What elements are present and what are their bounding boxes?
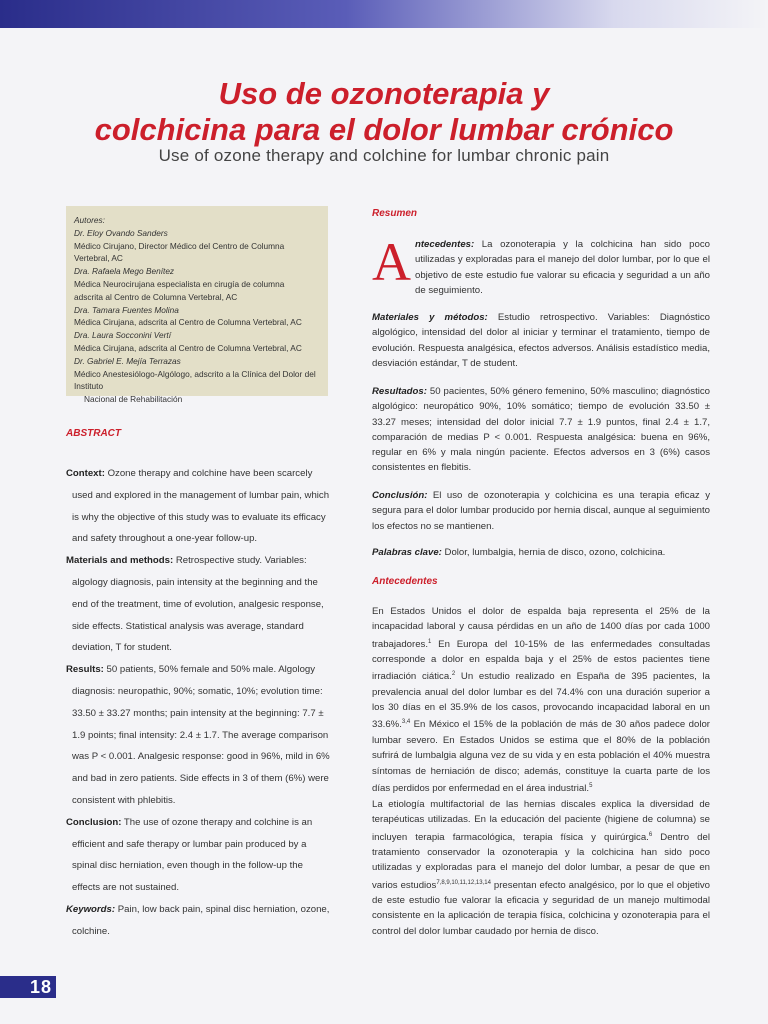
citation: 6 xyxy=(648,831,653,838)
resumen-results-label: Resultados: xyxy=(372,386,427,397)
abstract-context-text: Ozone therapy and colchine have been scarcely used and explored in the management of lumbar pain, which is why the objective of this study was to evaluate its efficacy and safety throughout a one-year follow-up. xyxy=(72,468,330,545)
resumen-antec-text: La ozonoterapia y la colchicina han sido poco utilizadas y exploradas para el manejo del dolor lumbar, por lo que el objetivo de este estudio fue valorar su eficacia y seguridad a un año de seguimiento. xyxy=(415,239,710,296)
citation: 7,8,9,10,11,12,13,14 xyxy=(436,879,491,886)
authors-box xyxy=(66,206,328,405)
text-run: En Estados Unidos el dolor de espalda baja representa el 25% de la incapacidad laboral y causa pérdidas en un año de 1400 días por cada 1000 trabajadores. xyxy=(372,606,710,650)
resumen-keywords xyxy=(372,545,710,560)
resumen-conclusion-text: El uso de ozonoterapia y colchicina es una terapia eficaz y segura para el dolor lumbar producido por hernia discal, aunque al seguimiento los efectos no se mantienen. xyxy=(372,490,710,532)
abstract-keywords xyxy=(66,899,332,943)
resumen-antecedentes xyxy=(372,232,710,298)
author-name: Dra. Rafaela Mego Benítez xyxy=(74,266,175,277)
antecedentes-paragraph-2 xyxy=(372,797,710,939)
author-name: Dra. Tamara Fuentes Molina xyxy=(74,304,179,315)
abstract-conclusion-label: Conclusion: xyxy=(66,816,122,828)
text-run: Dentro del tratamiento conservador la ozonoterapia y la colchicina han sido poco utilizadas y exploradas para el manejo del dolor lumbar, a pesar de que en varios estudios xyxy=(372,831,710,891)
subtitle: Use of ozone therapy and colchine for lumbar chronic pain xyxy=(158,146,610,165)
abstract-results xyxy=(66,659,332,812)
page-number: 18 xyxy=(0,976,56,998)
author-name: Dra. Laura Socconini Vertí xyxy=(74,330,171,341)
author-affiliation: Nacional de Rehabilitación xyxy=(84,394,183,405)
resumen-results xyxy=(372,384,710,476)
author-affiliation: Médica Neurocirujana especialista en cirugía de columna xyxy=(74,278,285,289)
abstract-keywords-label: Keywords: xyxy=(66,903,116,915)
abstract-body xyxy=(66,463,332,943)
abstract-results-text: 50 patients, 50% female and 50% male. Algology diagnosis: neuropathic, 90%; somatic, 10%; evolution time: 33.50 ± 33.27 months; pain intensity at the beginning: 7.7 ± 1.9 points; final intensity: 2.4 ± 1.7. The average comparison was P < 0.001. Analgesic response: good in 96%, mild in 6% and bad in zero patients. Side effects in 3 of them (6%) were consistent with phlebitis. xyxy=(72,664,330,806)
abstract-keywords-text: Pain, low back pain, spinal disc herniation, ozone, colchine. xyxy=(72,903,330,937)
author-name: Dr. Eloy Ovando Sanders xyxy=(74,227,168,238)
abstract-methods-label: Materials and methods: xyxy=(66,555,174,567)
antecedentes-heading: Antecedentes xyxy=(372,576,438,587)
resumen-keywords-label: Palabras clave: xyxy=(372,547,442,558)
text-run: presentan efecto analgésico, por lo que el objetivo de este estudio fue valorar la eficacia y seguridad de un manejo multimodal consistente en la aplicación de terapia física, colchicina y ozonoterapia para el control del dolor lumbar caudado por hernia de disco. xyxy=(372,879,710,937)
title-line-1: Uso de ozonoterapia y xyxy=(218,76,550,111)
resumen-conclusion-label: Conclusión: xyxy=(372,490,428,501)
abstract-methods xyxy=(66,550,332,659)
abstract-results-label: Results: xyxy=(66,664,104,676)
resumen-methods-text: Estudio retrospectivo. Variables: Diagnóstico algológico, intensidad del dolor al iniciar y terminar el tratamiento, tiempo de evolución. Respuesta analgésica, efectos adversos. Análisis estadístico media, desviación estándar, T de student. xyxy=(372,312,710,369)
resumen-heading: Resumen xyxy=(372,208,418,219)
authors-list xyxy=(74,227,320,406)
title-line-2: colchicina para el dolor lumbar crónico xyxy=(94,112,674,147)
resumen-antec-label: ntecedentes: xyxy=(415,239,475,250)
dropcap-letter: A xyxy=(372,232,411,292)
author-affiliation: Médica Cirujana, adscrita al Centro de Columna Vertebral, AC xyxy=(74,317,302,328)
author-name: Dr. Gabriel E. Mejía Terrazas xyxy=(74,355,181,366)
resumen-results-text: 50 pacientes, 50% género femenino, 50% masculino; diagnóstico algológico: neuropático 90%, 10% somático; tiempo de evolución 33.50 ± 33.27 meses; intensidad del dolor inicial 7.7 ± 1.9 puntos, final 2.4 ± 1.7, comparación de medias P < 0.001. Respuesta analgésica: buena en 96%, regular en 6% y mala ningún paciente. Efectos adversos en 3 (6%) casos consistentes en flebitis. xyxy=(372,386,710,474)
author-affiliation: Médico Cirujano, Director Médico del Centro de Columna Vertebral, AC xyxy=(74,240,285,264)
abstract-heading: ABSTRACT xyxy=(66,428,121,439)
citation: 2 xyxy=(451,671,456,678)
abstract-conclusion xyxy=(66,812,332,899)
text-run: En México el 15% de la población de más de 30 años padece dolor lumbar severo. En Estados Unidos se estima que el 80% de la población sufrirá de lumbalgia alguna vez de su vida y en esta población el 40% muestra síntomas de herniación de disco; además, constituye la cuarta parte de los días perdidos por enfermedad en el área industrial. xyxy=(372,719,710,795)
resumen-conclusion xyxy=(372,488,710,534)
author-affiliation: adscrita al Centro de Columna Vertebral, AC xyxy=(74,291,238,302)
author-affiliation: Médica Cirujana, adscrita al Centro de Columna Vertebral, AC xyxy=(74,342,302,353)
abstract-conclusion-text: The use of ozone therapy and colchine is an efficient and safe therapy or lumbar pain produced by a spinal disc herniation, even though in the follow-up the effects are not sustained. xyxy=(72,816,313,894)
resumen-methods xyxy=(372,310,710,371)
citation: 3,4 xyxy=(401,719,411,726)
abstract-context xyxy=(66,463,332,550)
text-run: La etiología multifactorial de las hernias discales explica la diversidad de terapéuticas utilizadas. En la educación del paciente (higiene de columna) se incluyen terapia farmacológica, terapia física y quirúrgica. xyxy=(372,799,710,843)
header-band xyxy=(0,0,768,28)
abstract-methods-text: Retrospective study. Variables: algology diagnosis, pain intensity at the beginning and the end of the treatment, time of evolution, analgesic response, side effects. Statistical analysis was average, standard deviation, T for student. xyxy=(72,555,324,654)
resumen-keywords-text: Dolor, lumbalgia, hernia de disco, ozono, colchicina. xyxy=(441,547,666,558)
author-affiliation: Médico Anestesiólogo-Algólogo, adscrito a la Clínica del Dolor del Instituto xyxy=(74,368,316,392)
citation: 5 xyxy=(589,782,593,789)
text-run: Un estudio realizado en España de 395 pacientes, la prevalencia anual del dolor lumbar es del 74.4% con una duración superior a los 30 días en el 35.9% de los casos, provocando incapacidad laboral en un 33.6%. xyxy=(372,671,710,731)
antecedentes-paragraph-1 xyxy=(372,604,710,796)
authors-heading: Autores: xyxy=(74,215,105,225)
abstract-context-label: Context: xyxy=(66,468,105,479)
text-run: En Europa del 10-15% de las enfermedades consultadas corresponde a dolor en espalda baja y el 25% de estos pacientes tiene irradiación ciática. xyxy=(372,638,710,683)
resumen-methods-label: Materiales y métodos: xyxy=(372,312,488,323)
citation: 1 xyxy=(428,638,432,645)
